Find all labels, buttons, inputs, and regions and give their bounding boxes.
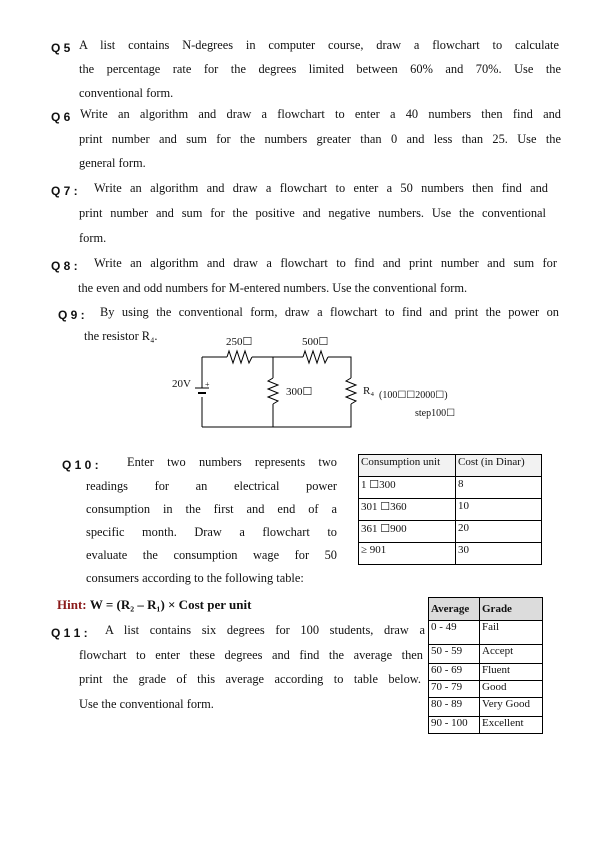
table-cell: 50 - 59 <box>429 645 480 664</box>
question-text-line: consumption in the first and end of a <box>86 502 337 516</box>
question-text-line: print the grade of this average according to table below. <box>79 672 421 686</box>
resistor-r4-step: step100☐ <box>415 408 456 419</box>
table-row <box>359 477 542 499</box>
table-cell: Accept <box>480 645 543 664</box>
resistor-300-icon <box>268 378 278 404</box>
question-text-line: specific month. Draw a flowchart to <box>86 525 337 539</box>
resistor-300-label: 300☐ <box>286 386 313 398</box>
question-text-line: the resistor R₄. <box>84 329 158 343</box>
table-cell: 80 - 89 <box>429 698 480 717</box>
question-text-line: the even and odd numbers for M-entered numbers. Use the conventional form. <box>78 281 468 295</box>
table-row <box>429 681 543 698</box>
table-row <box>359 543 542 565</box>
table-row <box>429 664 543 681</box>
resistor-r4-icon <box>346 378 356 404</box>
table-cell: 0 - 49 <box>429 621 480 645</box>
table-cell: 60 - 69 <box>429 664 480 681</box>
question-label: Q 9 : <box>58 308 85 322</box>
table-cell: 301 ☐360 <box>359 499 456 521</box>
resistor-r4-label: R₄ <box>363 385 375 397</box>
table-cell: Very Good <box>480 698 543 717</box>
question-text-line: By using the conventional form, draw a flowchart to find and print the power on <box>100 305 559 319</box>
grade-table <box>428 597 543 734</box>
question-text-line: readings for an electrical power <box>86 479 337 493</box>
table-cell: 361 ☐900 <box>359 521 456 543</box>
table-header-cell: Grade <box>480 598 543 621</box>
resistor-250-icon <box>227 351 252 363</box>
question-text-line: Enter two numbers represents two <box>127 455 337 469</box>
table-row <box>429 717 543 734</box>
wire <box>328 357 351 378</box>
table-cell: 8 <box>456 477 542 499</box>
table-cell: 20 <box>456 521 542 543</box>
hint-formula: W = (R₂ – R₁) × Cost per unit <box>89 597 252 612</box>
question-label: Q 7 : <box>51 184 78 198</box>
hint <box>57 597 251 613</box>
table-cell: 10 <box>456 499 542 521</box>
table-cell: Excellent <box>480 717 543 734</box>
question-label: Q 1 1 : <box>51 626 88 640</box>
table-row <box>429 621 543 645</box>
question-text-line: form. <box>79 231 107 245</box>
table-cell: Good <box>480 681 543 698</box>
table-header-cell: Cost (in Dinar) <box>456 455 542 477</box>
question-text-line: print number and sum for the positive and negative numbers. Use the conventional <box>79 206 546 220</box>
resistor-250-label: 250☐ <box>226 336 253 348</box>
question-label: Q 1 0 : <box>62 458 99 472</box>
table-cell: 30 <box>456 543 542 565</box>
table-header-cell: Consumption unit <box>359 455 456 477</box>
question-text-line: Write an algorithm and draw a flowchart to enter a 50 numbers then find and <box>94 181 548 195</box>
table-cell: 70 - 79 <box>429 681 480 698</box>
question-text-line: general form. <box>79 156 146 170</box>
question-text-line: Write an algorithm and draw a flowchart to enter a 40 numbers then find and <box>80 107 561 121</box>
table-header-row <box>429 598 543 621</box>
hint-label: Hint: <box>57 597 87 612</box>
question-text-line: Use the conventional form. <box>79 697 214 711</box>
question-label: Q 6 <box>51 110 71 124</box>
table-row <box>359 521 542 543</box>
table-row <box>359 499 542 521</box>
table-cell: Fluent <box>480 664 543 681</box>
table-cell: ≥ 901 <box>359 543 456 565</box>
table-row <box>429 645 543 664</box>
resistor-500-icon <box>303 351 328 363</box>
table-cell: 1 ☐300 <box>359 477 456 499</box>
voltage-source-label: 20V <box>172 378 191 390</box>
question-text-line: A list contains N-degrees in computer course, draw a flowchart to calculate <box>79 38 559 52</box>
table-cell: 90 - 100 <box>429 717 480 734</box>
question-text-line: evaluate the consumption wage for 50 <box>86 548 337 562</box>
table-cell: Fail <box>480 621 543 645</box>
question-text-line: print number and sum for the numbers greater than 0 and less than 25. Use the <box>79 132 561 146</box>
question-text-line: Write an algorithm and draw a flowchart to find and print number and sum for <box>94 256 557 270</box>
consumption-table <box>358 454 542 565</box>
question-text-line: conventional form. <box>79 86 174 100</box>
question-label: Q 5 <box>51 41 71 55</box>
battery-plus-label: + <box>205 380 210 389</box>
resistor-r4-range: (100☐☐2000☐) <box>379 390 448 401</box>
wire <box>202 404 351 427</box>
table-header-row <box>359 455 542 477</box>
resistor-500-label: 500☐ <box>302 336 329 348</box>
question-text-line: flowchart to enter these degrees and find the average then <box>79 648 423 662</box>
question-text-line: consumers according to the following table: <box>86 571 304 585</box>
question-label: Q 8 : <box>51 259 78 273</box>
question-text-line: A list contains six degrees for 100 students, draw a <box>105 623 425 637</box>
table-row <box>429 698 543 717</box>
table-header-cell: Average <box>429 598 480 621</box>
question-text-line: the percentage rate for the degrees limited between 60% and 70%. Use the <box>79 62 561 76</box>
